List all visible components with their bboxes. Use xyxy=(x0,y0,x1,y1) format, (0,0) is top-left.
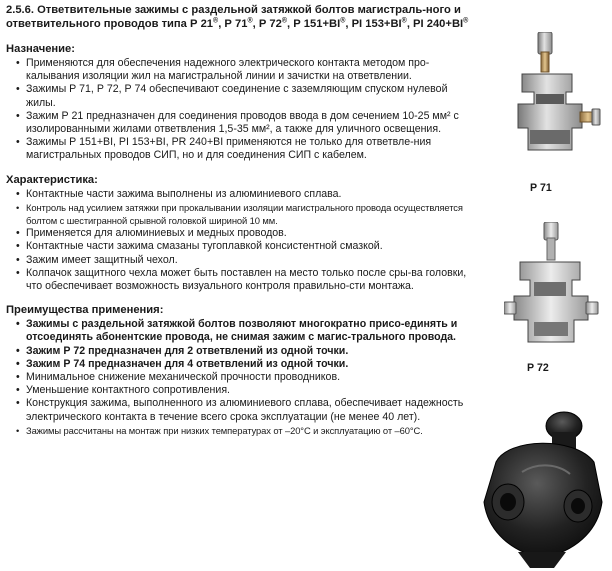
list-item: • Зажимы Р 71, Р 72, Р 74 обеспечивают соединение с заземляющим спуском нулевой жилы. xyxy=(6,83,474,109)
list-item: • Контактные части зажима выполнены из алюминиевого сплава. xyxy=(6,188,474,201)
section-heading-advantages: Преимущества применения: xyxy=(6,304,164,317)
list-item: • Применяются для обеспечения надежного электрического контакта методом про-калывания изоляции жил на магистральной линии и зачистки на ответвлении. xyxy=(6,57,474,83)
text-column xyxy=(6,4,474,437)
purpose-list xyxy=(6,57,474,163)
list-item: • Зажимы рассчитаны на монтаж при низких температурах от –20°С и эксплуатацию от –60°С. xyxy=(6,424,474,437)
section-heading-purpose: Назначение: xyxy=(6,43,75,55)
advantages-list xyxy=(6,318,474,437)
list-item: • Контроль над усилием затяжки при прокалывании изоляции магистрального провода осуществляется болтом с шестигранной срывной головкой шириной 10 мм. xyxy=(6,201,474,227)
list-item: • Конструкция зажима, выполненного из алюминиевого сплава, обеспечивает надежность электрического контакта в течение всего срока эксплуатации (не менее 40 лет). xyxy=(6,397,474,423)
list-item: • Минимальное снижение механической прочности проводников. xyxy=(6,371,474,384)
list-item: • Зажим Р 74 предназначен для 4 ответвлений из одной точки. xyxy=(6,358,474,371)
section-heading-characteristics: Характеристика: xyxy=(6,173,98,186)
clamp-housing-image xyxy=(478,402,606,568)
list-item: • Уменьшение контактного сопротивления. xyxy=(6,384,474,397)
characteristics-list xyxy=(6,188,474,294)
list-item: • Колпачок защитного чехла может быть поставлен на место только после сры-ва головки, что обеспечивает возможность визуального контроля правильно-сти монтажа. xyxy=(6,267,474,293)
clamp-p72-image xyxy=(504,222,600,360)
clamp-p71-image xyxy=(500,32,602,180)
list-item: • Зажим Р 21 предназначен для соединения проводов ввода в дом сечением 10-25 мм² с изолированными жилами ответвления 1,5-35 мм², а также для уличного освещения. xyxy=(6,110,474,136)
list-item: • Зажимы с раздельной затяжкой болтов позволяют многократно присо-единять и отсоединять абонентские провода, не снимая зажим с магис-трального провода. xyxy=(6,318,474,344)
caption-p71: Р 71 xyxy=(530,182,552,194)
list-item: • Контактные части зажима смазаны тугоплавкой консистентной смазкой. xyxy=(6,240,474,253)
list-item: • Зажим Р 72 предназначен для 2 ответвлений из одной точки. xyxy=(6,345,474,358)
list-item: • Применяется для алюминиевых и медных проводов. xyxy=(6,227,474,240)
page-title: 2.5.6. Ответвительные зажимы с раздельной затяжкой болтов магистраль-ного и ответвительного проводов типа Р 21®, Р 71®, Р 72®, Р 151+BI®, PI 153+BI®, PI 240+BI® xyxy=(6,4,469,30)
caption-p72: Р 72 xyxy=(527,362,549,374)
list-item: • Зажимы Р 151+BI, PI 153+BI, PR 240+BI применяются не только для ответвле-ния магистральных проводов СИП, но и для соединения СИП с кабелем. xyxy=(6,136,474,162)
list-item: • Зажим имеет защитный чехол. xyxy=(6,254,474,267)
